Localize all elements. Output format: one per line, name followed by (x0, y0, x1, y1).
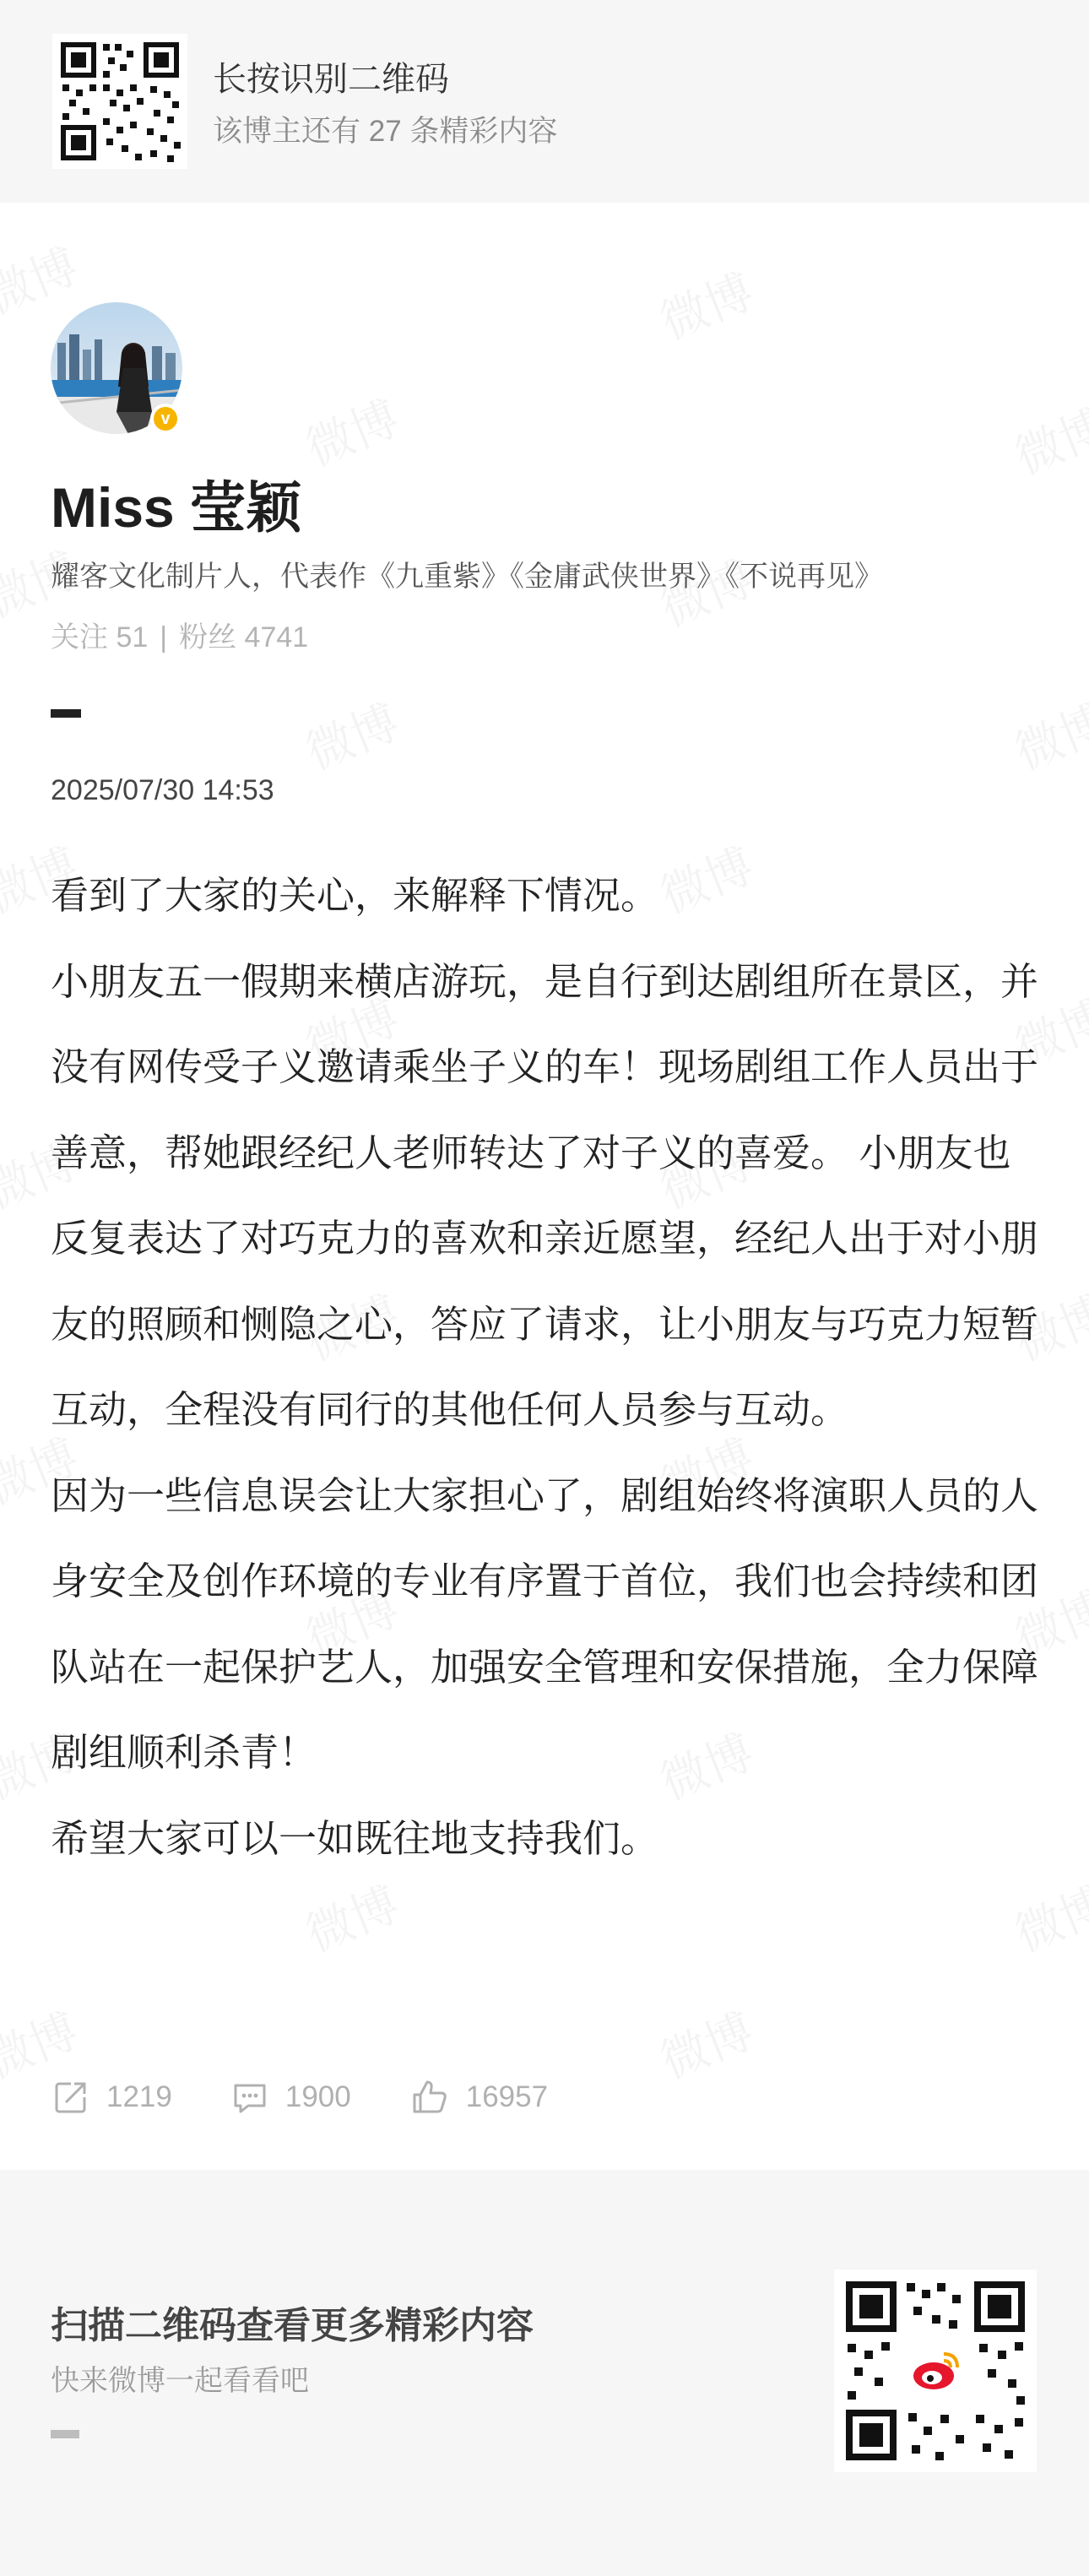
comment-button[interactable] (231, 2079, 351, 2116)
profile-bio: 耀客文化制片人，代表作《九重紫》《金庸武侠世界》《不说再见》 (51, 561, 883, 593)
section-divider (51, 709, 81, 718)
like-button[interactable] (410, 2078, 548, 2117)
following-count[interactable]: 关注 51 (51, 621, 149, 653)
repost-count: 1219 (106, 2080, 172, 2113)
watermark (649, 1994, 762, 2092)
top-banner (0, 0, 1089, 203)
qr-code-icon (834, 2270, 1037, 2472)
qr-code-large[interactable] (834, 2270, 1037, 2472)
post-paragraph: 看到了大家的关心，来解释下情况。 (51, 874, 659, 917)
like-count: 16957 (465, 2080, 549, 2113)
comment-icon (231, 2079, 268, 2116)
watermark (1004, 686, 1089, 784)
post-date: 2025/07/30 14:53 (51, 774, 274, 806)
post-paragraph: 希望大家可以一如既往地支持我们。 (51, 1816, 659, 1860)
watermark (295, 1868, 408, 1966)
repost-icon (52, 2079, 89, 2116)
watermark (649, 255, 762, 353)
stats-divider: | (160, 621, 168, 653)
profile-name[interactable]: Miss 莹颖 (51, 476, 302, 539)
watermark (295, 382, 408, 480)
post-actions (52, 2072, 607, 2123)
post-paragraph: 因为一些信息误会让大家担心了，剧组始终将演职人员的人身安全及创作环境的专业有序置于首位，我们也会持续和团队站在一起保护艺人，加强安全管理和安保措施，全力保障剧组顺利杀青！ (51, 1473, 1039, 1774)
bottom-banner (0, 2170, 1089, 2576)
top-banner-subtitle: 该博主还有 27 条精彩内容 (213, 115, 558, 148)
comment-count: 1900 (284, 2080, 351, 2113)
repost-button[interactable] (52, 2079, 172, 2116)
qr-code-small (52, 34, 187, 169)
like-icon (410, 2078, 449, 2117)
watermark (0, 230, 87, 328)
watermark (295, 686, 408, 784)
top-banner-title: 长按识别二维码 (213, 61, 449, 98)
post-paragraph: 小朋友五一假期来横店游玩，是自行到达剧组所在景区，并没有网传受子义邀请乘坐子义的车！现场剧组工作人员出于善意，帮她跟经纪人老师转达了对子义的喜爱。 小朋友也反复表达了对巧克力的喜欢和亲近愿望，经纪人出于对小朋友的照顾和恻隐之心，答应了请求，让小朋友与巧克力短暂互动，全程没有同行的其他任何人员参与互动。 (51, 959, 1039, 1431)
post-content (51, 853, 1047, 1881)
bottom-divider (51, 2430, 79, 2438)
verified-badge-icon: v (150, 404, 181, 434)
profile-stats (51, 614, 308, 655)
qr-code-icon[interactable] (52, 34, 187, 169)
watermark (1004, 1868, 1089, 1966)
followers-count[interactable]: 粉丝 4741 (179, 621, 309, 653)
bottom-banner-subtitle: 快来微博一起看看吧 (51, 2365, 309, 2397)
bottom-banner-title: 扫描二维码查看更多精彩内容 (51, 2305, 534, 2346)
watermark (1004, 390, 1089, 488)
